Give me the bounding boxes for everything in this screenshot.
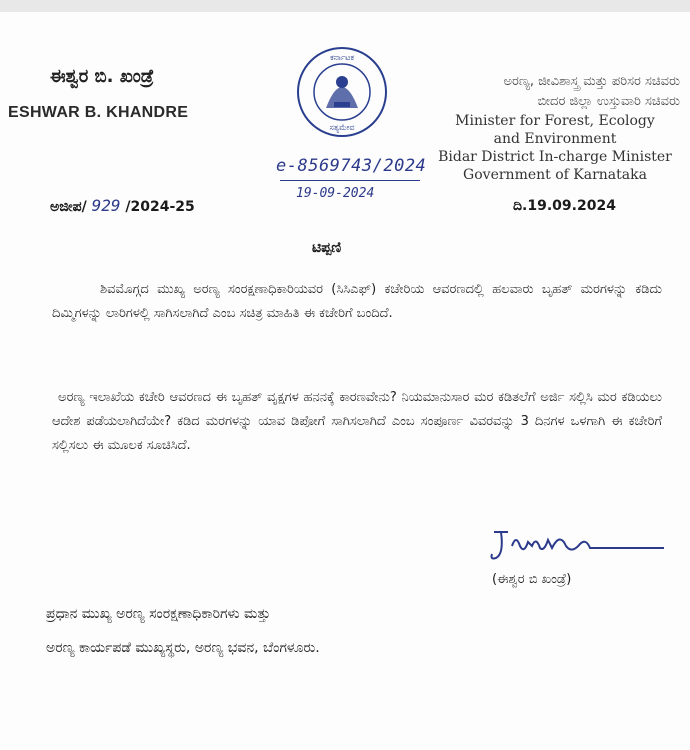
handwritten-file-number: e-8569743/2024 xyxy=(276,156,427,176)
signatory-name: (ಈಶ್ವರ ಬಿ ಖಂಡ್ರೆ) xyxy=(492,572,572,587)
designation-kannada-2: ಬೀದರ ಜಿಲ್ಲಾ ಉಸ್ತುವಾರಿ ಸಚಿವರು xyxy=(537,94,680,109)
designation-english-2: and Environment xyxy=(493,131,617,147)
addressee-line-2: ಅರಣ್ಯ ಕಾರ್ಯಪಡೆ ಮುಖ್ಯಸ್ಥರು, ಅರಣ್ಯ ಭವನ, ಬೆಂಗಳೂರು. xyxy=(46,640,320,656)
reference-number xyxy=(50,196,195,215)
minister-name-kannada: ಈಶ್ವರ ಬಿ. ಖಂಡ್ರೆ xyxy=(50,66,154,87)
reference-handwritten-number: 929 xyxy=(91,196,121,215)
reference-label: ಅಜೀಪ/ xyxy=(50,199,87,215)
reference-year: /2024-25 xyxy=(125,199,195,215)
karnataka-emblem-seal xyxy=(296,46,388,138)
designation-kannada-1: ಅರಣ್ಯ, ಜೀವಿಶಾಸ್ತ್ರ ಮತ್ತು ಪರಿಸರ ಸಚಿವರು xyxy=(503,74,680,89)
note-heading: ಟಿಪ್ಪಣಿ xyxy=(312,240,342,256)
letter-date: ದಿ.19.09.2024 xyxy=(513,198,616,214)
designation-english-3: Bidar District In-charge Minister xyxy=(438,149,672,165)
handwritten-underline xyxy=(280,180,420,181)
designation-english-1: Minister for Forest, Ecology xyxy=(455,113,655,129)
designation-english-4: Government of Karnataka xyxy=(463,167,647,183)
seal-top-text: ಕರ್ನಾಟಕ xyxy=(330,53,354,62)
minister-name-english: ESHWAR B. KHANDRE xyxy=(8,104,189,121)
handwritten-signature xyxy=(486,524,666,568)
top-bar xyxy=(0,0,690,12)
addressee-line-1: ಪ್ರಧಾನ ಮುಖ್ಯ ಅರಣ್ಯ ಸಂರಕ್ಷಣಾಧಿಕಾರಿಗಳು ಮತ್ತು xyxy=(46,606,271,622)
paragraph-2: ಅರಣ್ಯ ಇಲಾಖೆಯ ಕಚೇರಿ ಆವರಣದ ಈ ಬೃಹತ್ ವೃಕ್ಷಗಳ ಹನನಕ್ಕೆ ಕಾರಣವೇನು? ನಿಯಮಾನುಸಾರ ಮರ ಕಡಿತಲೆಗೆ ಅರ್ಜಿ ಸಲ್ಲಿಸಿ ಮರ ಕಡಿಯಲು ಆದೇಶ ಪಡೆಯಲಾಗಿದೆಯೇ? ಕಡಿದ ಮರಗಳನ್ನು ಯಾವ ಡಿಪೋಗೆ ಸಾಗಿಸಲಾಗಿದೆ ಎಂಬ ಸಂಪೂರ್ಣ ವಿವರವನ್ನು 3 ದಿನಗಳ ಒಳಗಾಗಿ ಈ ಕಚೇರಿಗೆ ಸಲ್ಲಿಸಲು ಈ ಮೂಲಕ ಸೂಚಿಸಿದೆ. xyxy=(52,390,662,453)
paragraph-1: ಶಿವಮೊಗ್ಗದ ಮುಖ್ಯ ಅರಣ್ಯ ಸಂರಕ್ಷಣಾಧಿಕಾರಿಯವರ (ಸಿಸಿಎಫ್) ಕಚೇರಿಯ ಆವರಣದಲ್ಲಿ ಹಲವಾರು ಬೃಹತ್ ಮರಗಳನ್ನು ಕಡಿದು ದಿಮ್ಮಿಗಳನ್ನು ಲಾರಿಗಳಲ್ಲಿ ಸಾಗಿಸಲಾಗಿದೆ ಎಂಬ ಸಚಿತ್ರ ಮಾಹಿತಿ ಈ ಕಚೇರಿಗೆ ಬಂದಿದೆ. xyxy=(52,282,662,321)
handwritten-date: 19-09-2024 xyxy=(296,186,375,201)
seal-bottom-text: ಸತ್ಯಮೇವ xyxy=(329,123,355,132)
designation-block xyxy=(430,72,680,184)
